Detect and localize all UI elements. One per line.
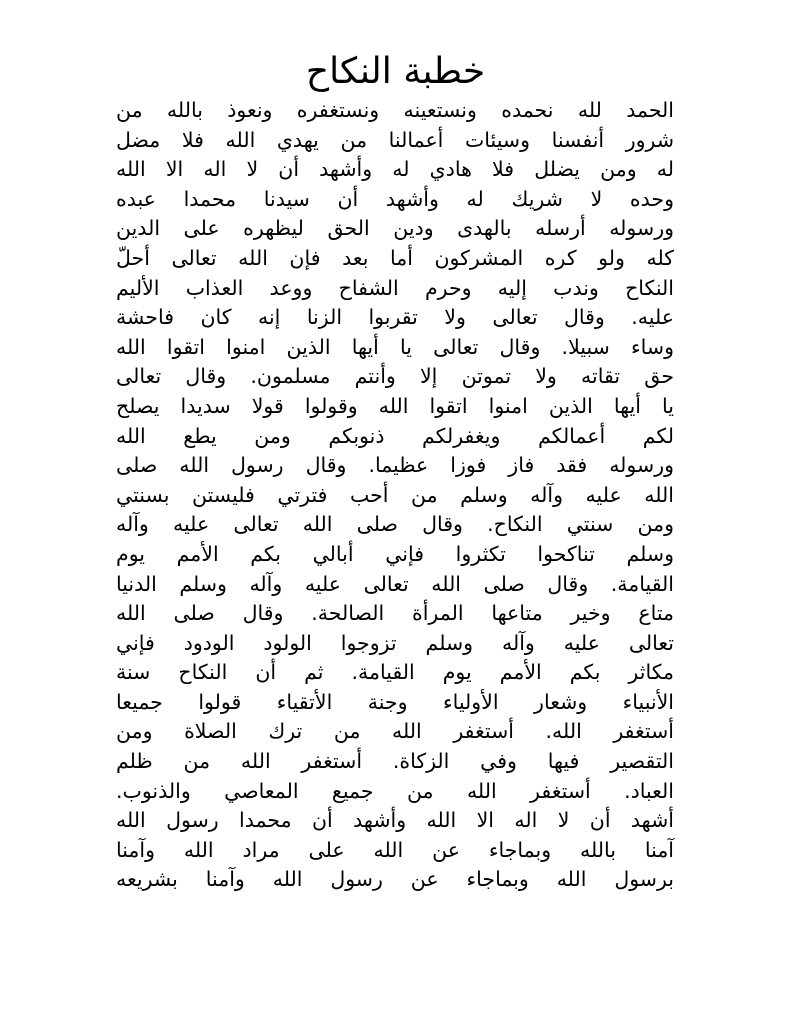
body-line: مكاثر بكم الأمم يوم القيامة. ثم أن النكاح سنة	[116, 660, 674, 685]
body-line: له ومن يضلل فلا هادي له وأشهد أن لا اله الا الله	[116, 157, 674, 182]
body-line: العباد. أستغفر الله من جميع المعاصي والذنوب.	[116, 778, 674, 803]
document-body	[116, 96, 674, 895]
body-line: عليه. وقال تعالى ولا تقربوا الزنا إنه كان فاحشة	[116, 305, 674, 330]
body-line: آمنا بالله وبماجاء عن الله على مراد الله وآمنا	[116, 837, 674, 862]
body-line: ومن سنتي النكاح. وقال صلى الله تعالى عليه وآله	[116, 512, 674, 537]
body-line: تعالى عليه وآله وسلم تزوجوا الولود الودود فإني	[116, 630, 674, 655]
body-line: يا أيها الذين امنوا اتقوا الله وقولوا قولا سديدا يصلح	[116, 393, 674, 418]
body-line: الحمد لله نحمده ونستعينه ونستغفره ونعوذ بالله من	[116, 98, 674, 122]
body-line: ورسوله فقد فاز فوزا عظيما. وقال رسول الله صلى	[116, 453, 674, 478]
body-line: أستغفر الله. أستغفر الله من ترك الصلاة ومن	[116, 719, 674, 744]
body-line: برسول الله وبماجاء عن رسول الله وآمنا بشريعه	[116, 867, 674, 892]
body-line: الأنبياء وشعار الأولياء وجنة الأتقياء قولوا جميعا	[116, 689, 674, 714]
body-line: حق تقاته ولا تموتن إلا وأنتم مسلمون. وقال تعالى	[116, 364, 674, 389]
body-line: وسلم تناكحوا تكثروا فإني أبالي بكم الأمم يوم	[116, 541, 674, 566]
body-line: كله ولو كره المشركون أما بعد فإن الله تعالى أحلّ	[116, 245, 674, 270]
body-line: وساء سبيلا. وقال تعالى يا أيها الذين امنوا اتقوا الله	[116, 334, 674, 359]
body-line: الله عليه وآله وسلم من أحب فترتي فليستن بسنتي	[116, 482, 674, 507]
body-line: النكاح وندب إليه وحرم الشفاح ووعد العذاب الأليم	[116, 275, 674, 300]
body-line: لكم أعمالكم ويغفرلكم ذنوبكم ومن يطع الله	[116, 423, 674, 448]
body-line: متاع وخير متاعها المرأة الصالحة. وقال صلى الله	[116, 601, 674, 626]
body-line: وحده لا شريك له وأشهد أن سيدنا محمدا عبده	[116, 186, 674, 211]
body-line: أشهد أن لا اله الا الله وأشهد أن محمدا رسول الله	[116, 808, 674, 833]
document-title: خطبة النكاح	[305, 51, 486, 92]
body-line: القيامة. وقال صلى الله تعالى عليه وآله وسلم الدنيا	[116, 571, 674, 596]
body-line: شرور أنفسنا وسيئات أعمالنا من يهدي الله فلا مضل	[116, 127, 674, 152]
body-line: التقصير فيها وفي الزكاة. أستغفر الله من ظلم	[116, 749, 674, 774]
body-line: ورسوله أرسله بالهدى ودين الحق ليظهره على الدين	[116, 216, 674, 241]
